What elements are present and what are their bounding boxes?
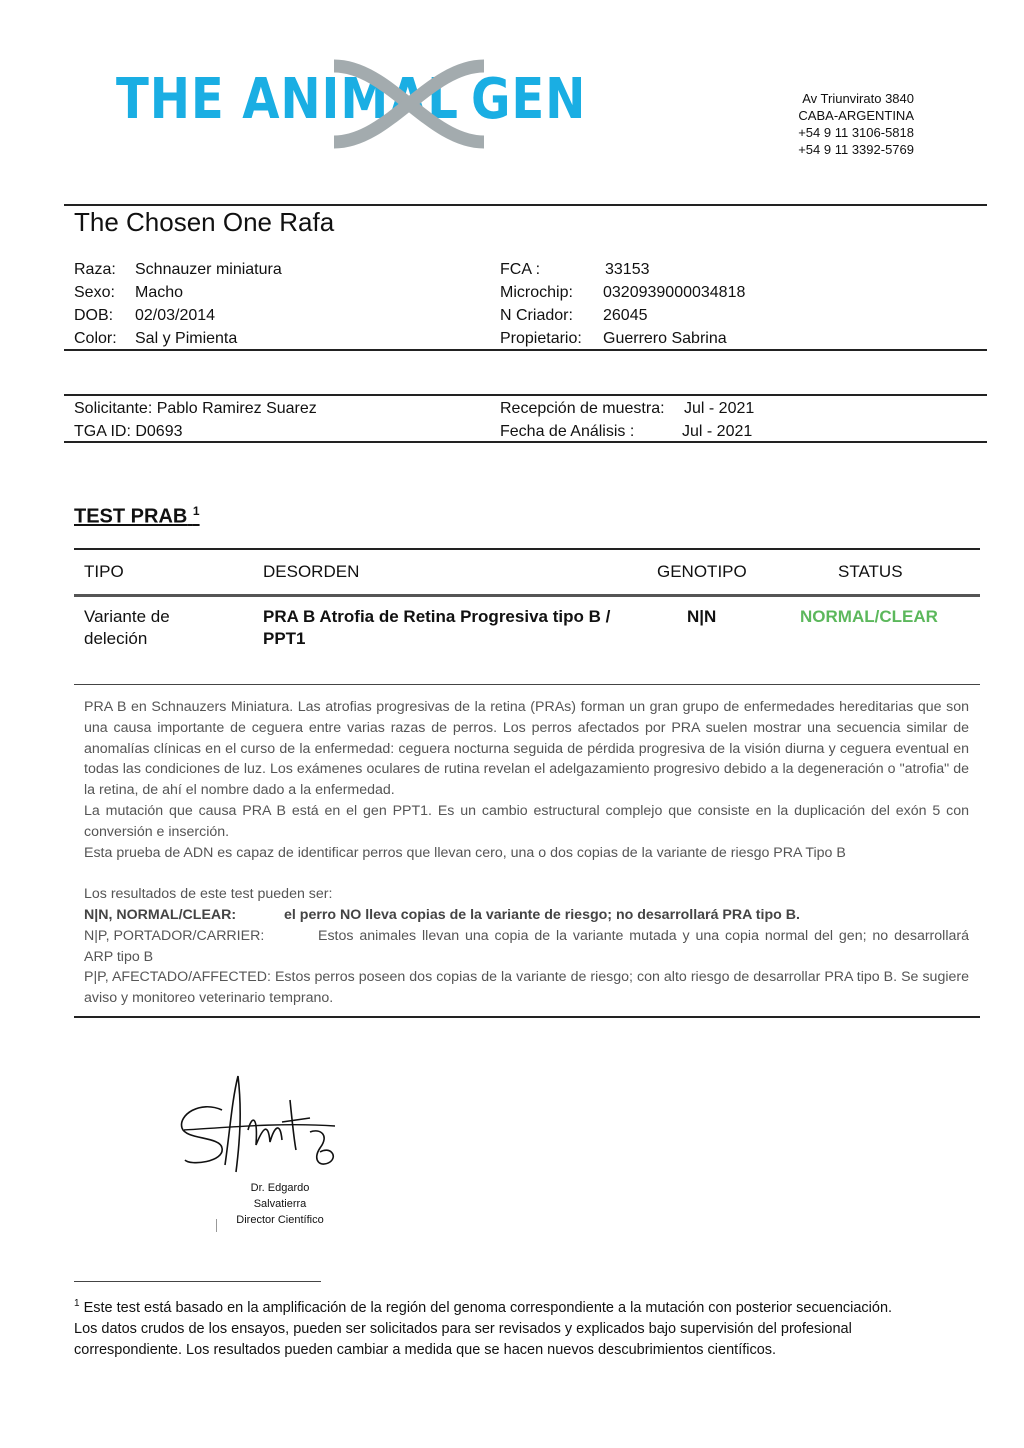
logo-text-right: GEN <box>471 67 587 132</box>
dog-info-right <box>500 258 745 350</box>
dog-name: The Chosen One Rafa <box>74 207 335 237</box>
color-value: Sal y Pimienta <box>135 330 238 347</box>
result-nn-text: el perro NO lleva copias de la variante de riesgo; no desarrollará PRA tipo B. <box>284 906 800 923</box>
result-np-text: Estos animales llevan una copia de la variante mutada y una copia normal del gen; no desarrollará ARP tipo B <box>84 927 969 965</box>
fca-label: FCA : <box>500 261 541 278</box>
dog-info-left <box>74 258 282 350</box>
signatory-name: Dr. Edgardo <box>250 1182 310 1194</box>
microchip-label: Microchip: <box>500 284 573 301</box>
footnote-ref: 1 <box>192 504 200 518</box>
divider <box>64 394 987 396</box>
test-description <box>84 697 969 1009</box>
tga-id: TGA ID: D0693 <box>74 423 183 440</box>
divider <box>64 204 987 206</box>
fecha-value: Jul - 2021 <box>682 423 753 440</box>
dna-helix-icon <box>334 54 484 154</box>
table-top-rule <box>74 548 980 550</box>
handwritten-signature <box>170 1070 350 1180</box>
result-pp-label: P|P, AFECTADO/AFFECTED: <box>84 969 271 986</box>
divider <box>74 1016 980 1018</box>
color-label: Color: <box>74 330 117 347</box>
dob-label: DOB: <box>74 307 114 324</box>
column-header-status: STATUS <box>838 562 903 581</box>
result-pp-text: Estos perros poseen dos copias de la variante de riesgo; con alto riesgo de desarrollar PRA tipo B. Se sugiere aviso y monitoreo veterinario temprano. <box>84 969 969 1007</box>
microchip-value: 0320939000034818 <box>603 284 746 301</box>
criador-label: N Criador: <box>500 307 573 324</box>
address-line: Av Triunvirato 3840 <box>802 91 914 106</box>
criador-value: 26045 <box>603 307 648 324</box>
column-header-genotipo: GENOTIPO <box>657 562 747 581</box>
results-intro: Los resultados de este test pueden ser: <box>84 886 333 903</box>
propietario-label: Propietario: <box>500 330 582 347</box>
raza-label: Raza: <box>74 261 116 278</box>
table-header-rule <box>74 594 980 597</box>
raza-value: Schnauzer miniatura <box>135 261 282 278</box>
footnote-mark: 1 <box>74 1298 80 1309</box>
dob-value: 02/03/2014 <box>135 307 216 324</box>
signatory <box>200 1180 360 1228</box>
company-address <box>798 90 914 158</box>
sexo-label: Sexo: <box>74 284 115 301</box>
divider <box>64 349 987 351</box>
signatory-name: Salvatierra <box>253 1198 307 1210</box>
description-paragraph: La mutación que causa PRA B está en el gen PPT1. Es un cambio estructural complejo que consiste en la duplicación del exón 5 con conversión e inserción. <box>84 802 969 840</box>
column-header-desorden: DESORDEN <box>263 562 360 581</box>
cell-genotipo: N|N <box>687 607 717 626</box>
request-info-left <box>74 397 317 443</box>
test-title <box>74 504 200 529</box>
fca-value: 33153 <box>605 261 650 278</box>
footnote-separator <box>74 1281 321 1282</box>
logo-text-left: THE ANIMAL <box>116 67 459 132</box>
signatory-role: Director Científico <box>236 1214 324 1226</box>
cell-status: NORMAL/CLEAR <box>800 607 938 626</box>
sexo-value: Macho <box>135 284 184 301</box>
address-line: CABA-ARGENTINA <box>798 108 914 123</box>
footnote-text: Este test está basado en la amplificación de la región del genoma correspondiente a la mutación con posterior secuenciación. Los datos crudos de los ensayos, pueden ser solicitados para ser revisados y explicados bajo supervisión del profesional correspondiente. Los resultados pueden cambiar a medida que se hacen nuevos descubrimientos científicos. <box>74 1299 893 1358</box>
propietario-value: Guerrero Sabrina <box>603 330 727 347</box>
address-phone: +54 9 11 3106-5818 <box>798 125 914 140</box>
request-info-right <box>500 397 754 443</box>
recepcion-value: Jul - 2021 <box>684 400 755 417</box>
address-phone: +54 9 11 3392-5769 <box>798 142 914 157</box>
cell-tipo: Variante de deleción <box>84 607 170 648</box>
recepcion-label: Recepción de muestra: <box>500 400 665 417</box>
fecha-label: Fecha de Análisis : <box>500 423 635 440</box>
company-logo <box>116 52 587 162</box>
test-title-text: TEST PRAB <box>74 505 188 528</box>
solicitante: Solicitante: Pablo Ramirez Suarez <box>74 400 317 417</box>
result-np-label: N|P, PORTADOR/CARRIER: <box>84 927 265 944</box>
result-nn-label: N|N, NORMAL/CLEAR: <box>84 906 237 923</box>
divider <box>64 441 987 443</box>
signature-mark <box>216 1219 217 1232</box>
description-paragraph: PRA B en Schnauzers Miniatura. Las atrofias progresivas de la retina (PRAs) forman un gran grupo de enfermedades hereditarias que son una causa importante de ceguera entre varias razas de perros. Los perros afectados por PRA suelen mostrar una secuencia similar de anomalías clínicas en el curso de la enfermedad: ceguera nocturna seguida de pérdida progresiva de la visión diurna y ceguera eventual en todas las condiciones de luz. Los exámenes oculares de rutina revelan el adelgazamiento progresivo debido a la degeneración o "atrofia" de la retina, de ahí el nombre dado a la enfermedad. <box>84 699 969 799</box>
column-header-tipo: TIPO <box>84 562 124 581</box>
description-paragraph: Esta prueba de ADN es capaz de identificar perros que llevan cero, una o dos copias de la variante de riesgo PRA Tipo B <box>84 844 846 861</box>
cell-desorden: PRA B Atrofia de Retina Progresiva tipo B / PPT1 <box>263 607 611 648</box>
footnote <box>74 1293 914 1361</box>
table-bottom-rule <box>74 684 980 685</box>
